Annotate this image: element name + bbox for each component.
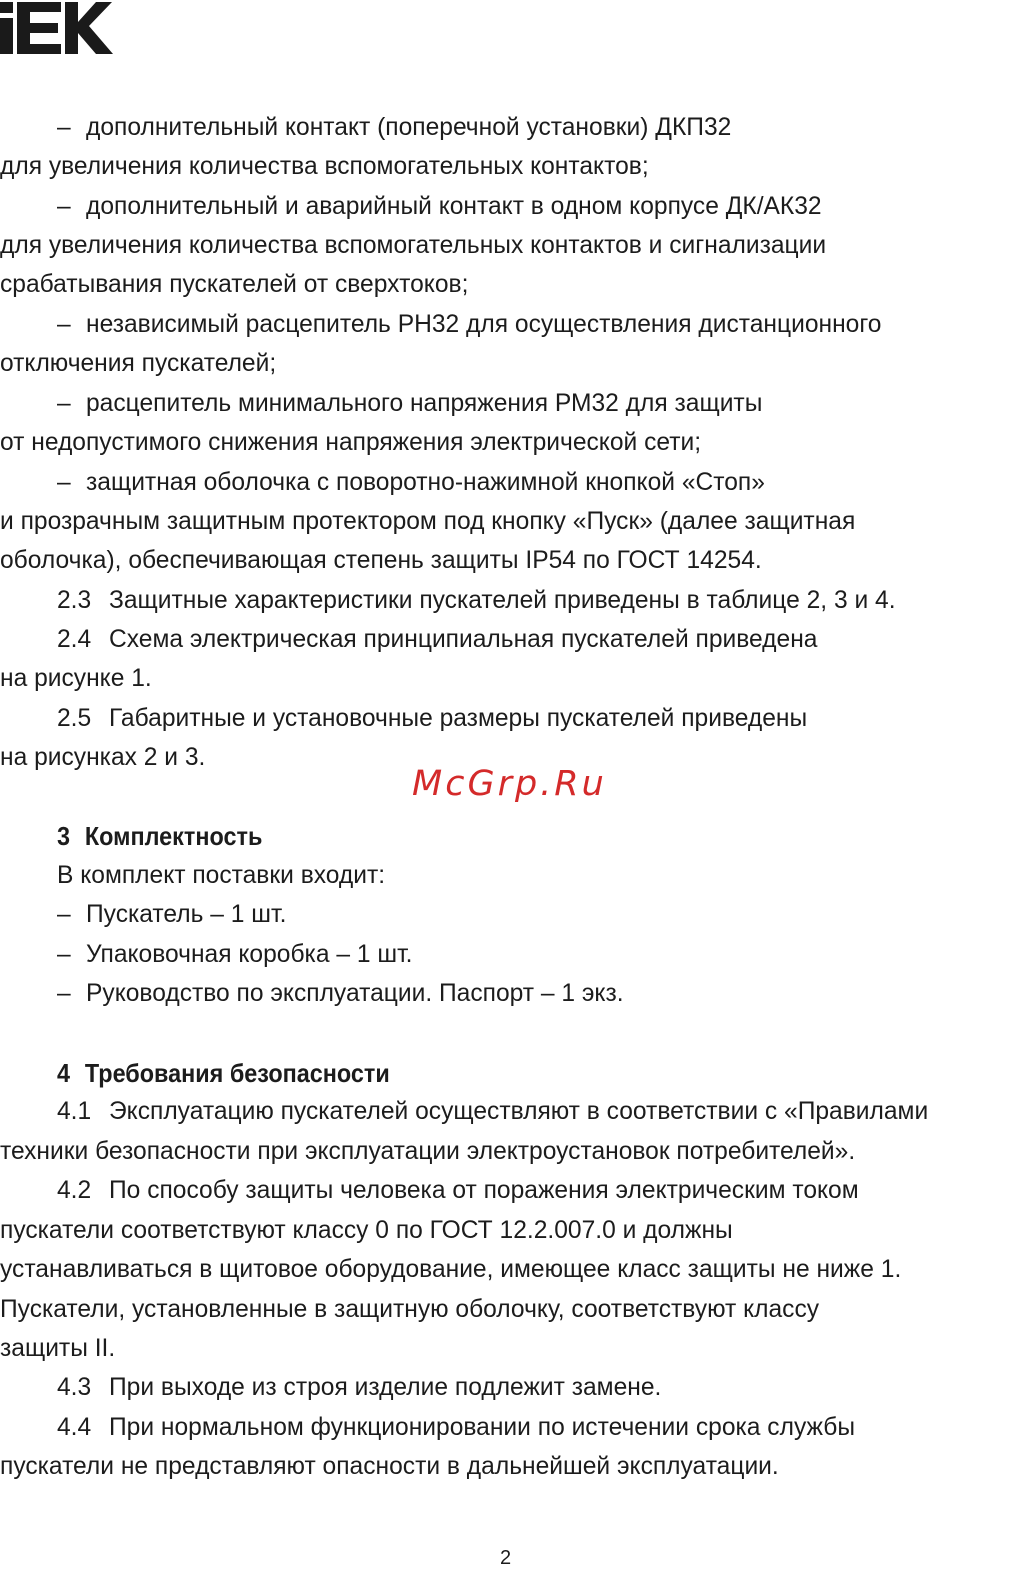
section-title: Комплектность [84,821,263,851]
dash: – [57,311,71,338]
section-heading-4 [57,1055,390,1091]
text-line: на рисунках 2 и 3. [0,744,206,771]
iek-logo [0,2,114,54]
list-item-text: дополнительный контакт (поперечной установки) ДКП32 [86,114,732,141]
paragraph-4-3 [57,1370,1029,1406]
paragraph-number: 2.5 [57,705,92,732]
text-line: для увеличения количества вспомогательных контактов; [0,153,649,180]
paragraph-number: 4.3 [57,1374,92,1401]
list-item-dk-ak32 [0,189,1029,225]
paragraph-4-1 [57,1094,1029,1130]
list-item-text: дополнительный и аварийный контакт в одном корпусе ДК/АК32 [86,193,822,220]
list-item-enclosure [0,465,1029,501]
paragraph-text: Эксплуатацию пускателей осуществляют в соответствии с «Правилами [109,1098,929,1125]
section-number: 4 [57,1058,71,1088]
text-line: защиты II. [0,1335,116,1362]
paragraph-number: 4.4 [57,1414,92,1441]
list-item-text: независимый расцепитель РН32 для осуществления дистанционного [86,311,882,338]
text-line: срабатывания пускателей от сверхтоков; [0,271,469,298]
paragraph-number: 4.1 [57,1098,92,1125]
list-item-rn32 [0,307,1029,343]
text-line: для увеличения количества вспомогательных контактов и сигнализации [0,232,827,259]
list-item [0,897,1029,933]
text-line: и прозрачным защитным протектором под кнопку «Пуск» (далее защитная [0,508,856,535]
dash: – [57,193,71,220]
dash: – [57,390,71,417]
paragraph-text: Защитные характеристики пускателей приведены в таблице 2, 3 и 4. [109,587,896,614]
text-line: техники безопасности при эксплуатации электроустановок потребителей». [0,1138,856,1165]
text-line: оболочка), обеспечивающая степень защиты IP54 по ГОСТ 14254. [0,547,762,574]
list-item-text: Пускатель – 1 шт. [86,901,287,928]
paragraph-4-2 [57,1173,1029,1209]
paragraph-number: 2.3 [57,587,92,614]
section-number: 3 [57,821,71,851]
list-item-text: Упаковочная коробка – 1 шт. [86,941,413,968]
paragraph-number: 2.4 [57,626,92,653]
section-heading-3 [57,818,262,854]
paragraph-text: Габаритные и установочные размеры пускателей приведены [109,705,808,732]
paragraph-text: При выходе из строя изделие подлежит замене. [109,1374,662,1401]
paragraph-number: 4.2 [57,1177,92,1204]
paragraph-4-4 [57,1410,1029,1446]
list-item-text: расцепитель минимального напряжения РМ32 для защиты [86,390,763,417]
text-line: устанавливаться в щитовое оборудование, имеющее класс защиты не ниже 1. [0,1256,902,1283]
list-item [0,976,1029,1012]
list-item-text: защитная оболочка с поворотно-нажимной кнопкой «Стоп» [86,469,765,496]
paragraph-text: По способу защиты человека от поражения электрическим током [109,1177,859,1204]
list-item-rm32 [0,386,1029,422]
text-line: пускатели соответствуют классу 0 по ГОСТ 12.2.007.0 и должны [0,1217,733,1244]
dash: – [57,114,71,141]
section-title: Требования безопасности [84,1058,390,1088]
list-item-text: Руководство по эксплуатации. Паспорт – 1 экз. [86,980,624,1007]
text-line: от недопустимого снижения напряжения электрической сети; [0,429,702,456]
text-line: пускатели не представляют опасности в дальнейшей эксплуатации. [0,1453,779,1480]
dash: – [57,980,71,1007]
text-line: отключения пускателей; [0,350,277,377]
text-line: на рисунке 1. [0,665,152,692]
dash: – [57,901,71,928]
paragraph-2-4 [57,622,1029,658]
paragraph-2-5 [57,701,1029,737]
paragraph-text: Схема электрическая принципиальная пускателей приведена [109,626,818,653]
dash: – [57,941,71,968]
dash: – [57,469,71,496]
list-item-dkp32 [0,110,1029,146]
paragraph-text: При нормальном функционировании по истечении срока службы [109,1414,856,1441]
text-line: Пускатели, установленные в защитную оболочку, соответствуют классу [0,1296,820,1323]
section-intro: В комплект поставки входит: [57,862,386,889]
paragraph-2-3 [57,583,1029,619]
page-number: 2 [500,1547,512,1569]
watermark: McGrp.Ru [412,764,607,804]
list-item [0,937,1029,973]
